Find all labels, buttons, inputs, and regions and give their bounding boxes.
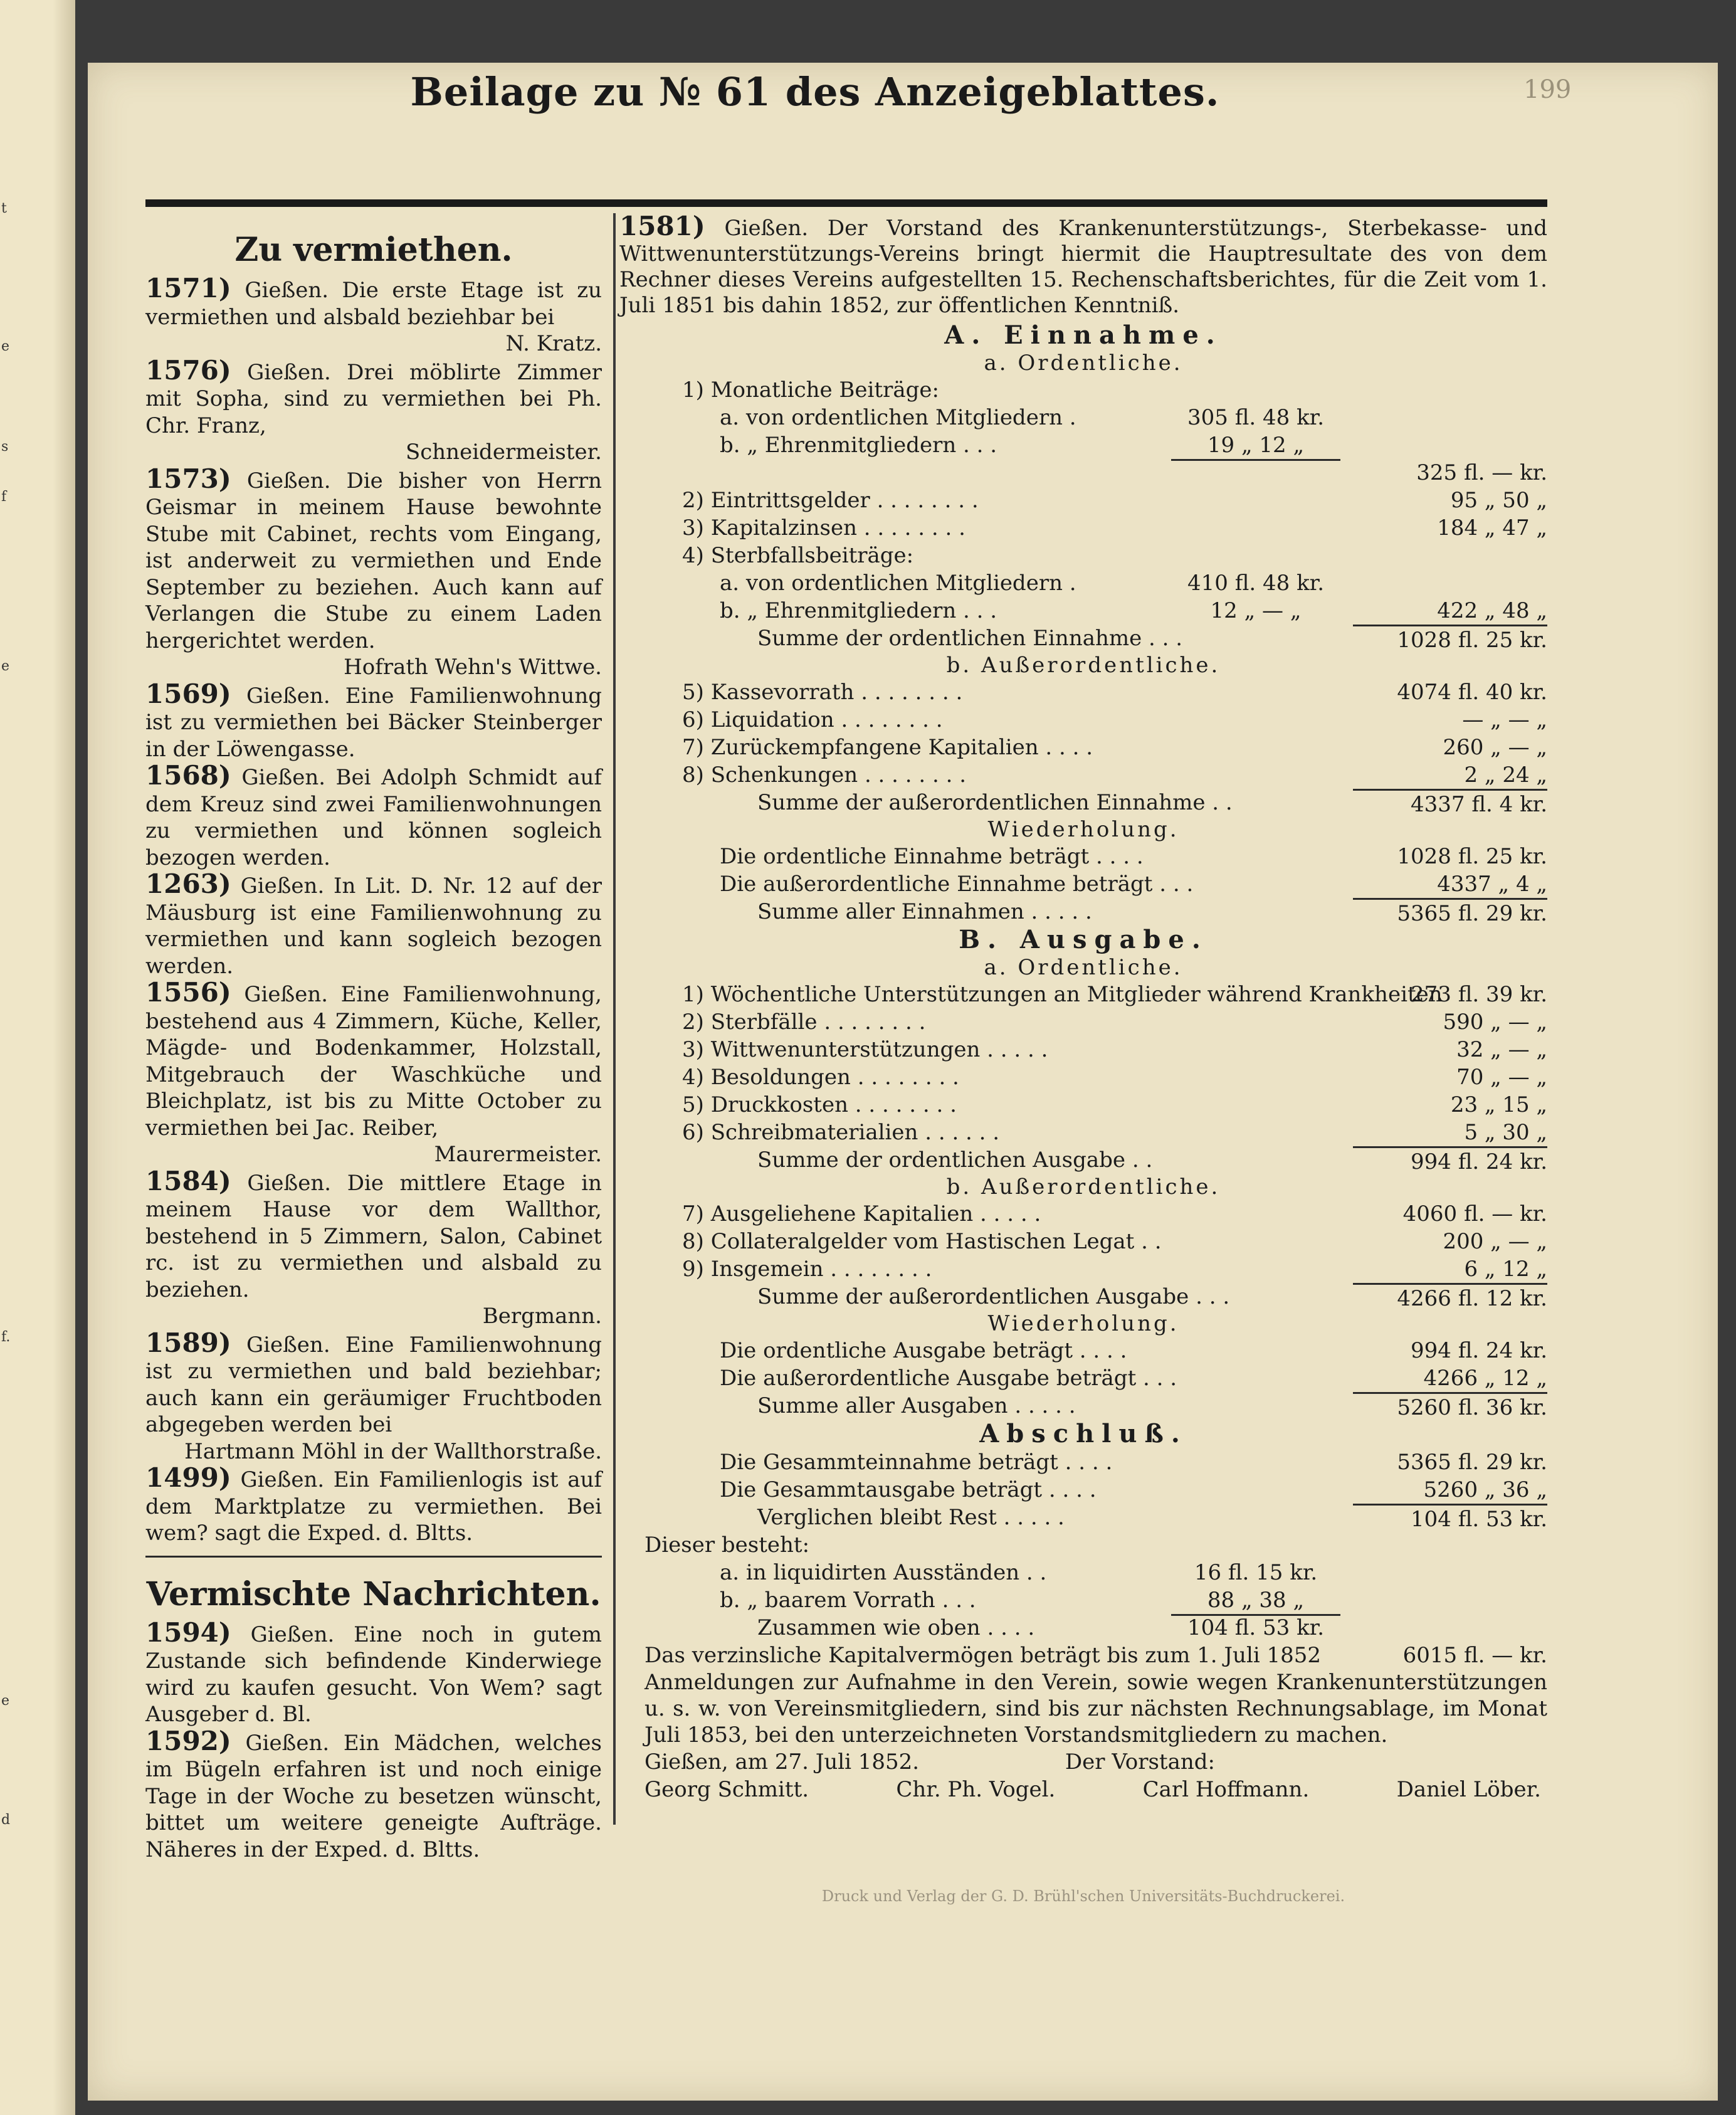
account-row [619, 789, 1547, 816]
einnahme-ordentliche-rows [619, 376, 1547, 652]
wiederholung-ausgabe-rows [619, 1337, 1547, 1420]
ad-text: Gießen. Eine noch in gutem Zustande sich befindende Kinderwiege wird zu kaufen gesucht. Von Wem? sagt Ausgeber d. Bl. [145, 1622, 602, 1727]
subtotal-amount: 410 fl. 48 kr. [1187, 571, 1324, 596]
ad-text: Gießen. Drei möblirte Zimmer mit Sopha, sind zu vermiethen bei Ph. Chr. Franz, [145, 359, 602, 438]
account-label: 8) Collateralgelder vom Hastischen Legat . . [682, 1229, 1162, 1254]
ad-text: Gießen. Eine Familienwohnung ist zu vermiethen und bald beziehbar; auch kann ein geräumiger Fruchtboden abgegeben werden bei [145, 1332, 602, 1437]
account-label: 5) Kassevorrath . . . . . . . . [682, 680, 963, 705]
account-label: 6) Schreibmaterialien . . . . . . [682, 1120, 1000, 1145]
ausgabe-ausserordentliche-rows [619, 1200, 1547, 1311]
account-row [619, 431, 1547, 459]
account-label: a. in liquidirten Ausständen . . [720, 1560, 1047, 1585]
spine-fragment: e [1, 658, 10, 674]
account-row [619, 569, 1547, 597]
ad-text: Gießen. Eine Familienwohnung ist zu vermiethen bei Bäcker Steinberger in der Löwengasse. [145, 683, 602, 762]
account-row [619, 678, 1547, 706]
signature: Daniel Löber. [1396, 1777, 1541, 1802]
account-row [619, 761, 1547, 789]
ausgabe-ausserordentliche-heading: b. Außerordentliche. [946, 1174, 1221, 1200]
total-amount: 260 „ — „ [1443, 735, 1547, 760]
account-row [619, 706, 1547, 734]
account-label: Das verzinsliche Kapitalvermögen beträgt bis zum 1. Juli 1852 [644, 1643, 1322, 1668]
account-label: 1) Monatliche Beiträge: [682, 377, 939, 403]
ad-signature: Maurermeister. [434, 1142, 602, 1167]
account-label: Die außerordentliche Einnahme beträgt . . . [720, 872, 1194, 897]
account-label: b. „ Ehrenmitgliedern . . . [720, 433, 997, 458]
spine-fragment: e [1, 339, 10, 354]
account-row [619, 1364, 1547, 1392]
account-label: Zusammen wie oben . . . . [757, 1615, 1035, 1640]
total-amount: 32 „ — „ [1456, 1037, 1547, 1062]
account-row [619, 1063, 1547, 1091]
facing-page-spine [0, 0, 75, 2115]
spine-fragment: f. [1, 1329, 11, 1345]
total-amount: 590 „ — „ [1443, 1010, 1547, 1035]
total-amount: 5365 fl. 29 kr. [1353, 898, 1547, 927]
ad-text: Gießen. Eine Familienwohnung, bestehend aus 4 Zimmern, Küche, Keller, Mägde- und Bodenkammer, Holzstall, Mitgebrauch der Waschküche und Bleichplatz, ist bis zu Mitte October zu vermiethen bei Jac. Reiber, [145, 982, 602, 1141]
total-amount: 1028 fl. 25 kr. [1397, 844, 1547, 869]
ad-number: 1594) [145, 1617, 231, 1648]
account-label: 4) Sterbfallsbeiträge: [682, 543, 914, 568]
total-amount: 70 „ — „ [1456, 1065, 1547, 1090]
total-amount: 5365 fl. 29 kr. [1397, 1450, 1547, 1475]
einnahme-ausserordentliche-heading: b. Außerordentliche. [946, 653, 1221, 678]
total-amount: 184 „ 47 „ [1437, 515, 1547, 541]
ad-number: 1581) [619, 211, 705, 241]
account-label: 2) Sterbfälle . . . . . . . . [682, 1010, 926, 1035]
account-row [619, 1036, 1547, 1063]
ad-text: Gießen. Die mittlere Etage in meinem Hause vor dem Wallthor, bestehend in 5 Zimmern, Salon, Cabinet rc. ist zu vermiethen und alsbald zu beziehen. [145, 1170, 602, 1302]
account-row [619, 1200, 1547, 1228]
account-row [619, 898, 1547, 926]
account-row [619, 1504, 1547, 1531]
account-label: 4) Besoldungen . . . . . . . . [682, 1065, 959, 1090]
account-row [619, 487, 1547, 514]
ad-text: Gießen. Bei Adolph Schmidt auf dem Kreuz sind zwei Familienwohnungen zu vermiethen und können sogleich bezogen werden. [145, 765, 602, 870]
ad-signature: Hofrath Wehn's Wittwe. [344, 655, 602, 680]
account-row [619, 1255, 1547, 1283]
account-label: 7) Zurückempfangene Kapitalien . . . . [682, 735, 1093, 760]
total-amount: 994 fl. 24 kr. [1353, 1146, 1547, 1176]
ausgabe-ordentliche-rows [619, 981, 1547, 1174]
column-divider [613, 213, 616, 1825]
total-amount: 200 „ — „ [1443, 1229, 1547, 1254]
account-label: Die außerordentliche Ausgabe beträgt . . . [720, 1366, 1177, 1391]
classified-ad [145, 463, 602, 681]
classified-ad [145, 1165, 602, 1330]
subtotal-amount: 104 fl. 53 kr. [1187, 1615, 1324, 1640]
total-amount: 2 „ 24 „ [1464, 762, 1547, 788]
total-amount: 5260 „ 36 „ [1423, 1477, 1547, 1502]
einnahme-ordentliche-heading: a. Ordentliche. [984, 351, 1183, 376]
closing-notice: Anmeldungen zur Aufnahme in den Verein, sowie wegen Krankenunterstützungen u. s. w. von Vereinsmitgliedern, sind bis zur nächsten Rechnungsablage, im Monat Juli 1853, bei den unterzeichneten Vorstandsmitgliedern zu machen. [644, 1670, 1547, 1748]
wiederholung-ausgabe-heading: Wiederholung. [987, 1311, 1179, 1336]
printer-imprint: Druck und Verlag der G. D. Brühl'schen Universitäts-Buchdruckerei. [821, 1887, 1345, 1905]
account-row [619, 459, 1547, 487]
total-amount: 5 „ 30 „ [1464, 1120, 1547, 1145]
account-row [619, 1614, 1547, 1642]
total-amount: 95 „ 50 „ [1450, 488, 1547, 513]
total-amount: 4266 fl. 12 kr. [1353, 1283, 1547, 1312]
ad-number: 1573) [145, 463, 231, 494]
account-row [619, 1642, 1547, 1669]
report-intro [619, 213, 1547, 319]
vorstand-label: Der Vorstand: [1065, 1749, 1215, 1775]
ad-number: 1263) [145, 868, 231, 899]
account-row [619, 376, 1547, 404]
subtotal-amount: 305 fl. 48 kr. [1187, 405, 1324, 430]
ad-signature: Bergmann. [482, 1304, 602, 1329]
account-row [619, 870, 1547, 898]
ad-text: Gießen. In Lit. D. Nr. 12 auf der Mäusburg ist eine Familienwohnung zu vermiethen und kann sogleich bezogen werden. [145, 873, 602, 979]
account-row [619, 1119, 1547, 1146]
ausgabe-heading: B. Ausgabe. [959, 925, 1208, 954]
account-row [619, 1337, 1547, 1364]
spine-fragment: e [1, 1693, 10, 1709]
einnahme-heading: A. Einnahme. [944, 320, 1223, 350]
ad-signature: Hartmann Möhl in der Wallthorstraße. [184, 1438, 602, 1464]
right-column [619, 213, 1547, 1803]
ad-text: Gießen. Ein Mädchen, welches im Bügeln erfahren ist und noch einige Tage in der Woche zu besetzen wünscht, bittet um weitere geneigte Aufträge. Näheres in der Exped. d. Bltts. [145, 1730, 602, 1862]
account-label: 6) Liquidation . . . . . . . . [682, 707, 943, 732]
account-label: 9) Insgemein . . . . . . . . [682, 1257, 932, 1282]
signature: Carl Hoffmann. [1142, 1777, 1310, 1802]
ad-number: 1584) [145, 1165, 231, 1196]
account-row [619, 1531, 1547, 1559]
classified-ad [145, 868, 602, 979]
account-row [619, 1448, 1547, 1476]
account-row [619, 1476, 1547, 1504]
ad-text: Gießen. Die bisher von Herrn Geismar in meinem Hause bewohnte Stube mit Cabinet, rechts vom Eingang, ist anderweit zu vermiethen und Ende September zu beziehen. Auch kann auf Verlangen die Stube zu einem Laden hergerichtet werden. [145, 468, 602, 653]
classified-ad [145, 1725, 602, 1864]
account-label: 8) Schenkungen . . . . . . . . [682, 762, 967, 788]
account-label: Summe aller Einnahmen . . . . . [757, 899, 1092, 924]
account-label: Summe der außerordentlichen Einnahme . . [757, 790, 1233, 815]
total-amount: 4266 „ 12 „ [1423, 1366, 1547, 1391]
subtotal-amount: 12 „ — „ [1210, 598, 1302, 623]
rental-ads-list [145, 275, 602, 1547]
total-amount: 5260 fl. 36 kr. [1353, 1392, 1547, 1421]
ad-text: Gießen. Die erste Etage ist zu vermiethen und alsbald beziehbar bei [145, 278, 602, 330]
total-amount: 4337 „ 4 „ [1437, 872, 1547, 897]
ad-number: 1556) [145, 977, 231, 1008]
date-text: Gießen, am 27. Juli 1852. [644, 1749, 920, 1775]
classified-ad [145, 762, 602, 871]
account-row [619, 542, 1547, 569]
account-label: 1) Wöchentliche Unterstützungen an Mitglieder während Krankheiten [682, 982, 1443, 1007]
account-label: 3) Wittwenunterstützungen . . . . . [682, 1037, 1048, 1062]
account-label: Verglichen bleibt Rest . . . . . [757, 1505, 1065, 1530]
spine-fragment: d [1, 1812, 11, 1828]
ad-number: 1589) [145, 1327, 231, 1358]
account-row [619, 1392, 1547, 1420]
total-amount: 4337 fl. 4 kr. [1353, 789, 1547, 818]
total-amount: 4060 fl. — kr. [1402, 1201, 1547, 1226]
account-label: a. von ordentlichen Mitgliedern . [720, 405, 1076, 430]
account-row [619, 625, 1547, 652]
account-row [619, 404, 1547, 431]
classified-ad [145, 979, 602, 1168]
account-row [619, 1586, 1547, 1614]
abschluss-rows [619, 1448, 1547, 1669]
account-row [619, 514, 1547, 542]
total-amount: 6 „ 12 „ [1464, 1257, 1547, 1282]
account-label: Dieser besteht: [644, 1532, 810, 1558]
signature: Chr. Ph. Vogel. [896, 1777, 1056, 1802]
ad-number: 1576) [145, 354, 231, 386]
account-row [619, 1008, 1547, 1036]
total-amount: — „ — „ [1462, 707, 1547, 732]
date-line [619, 1748, 1547, 1776]
section-divider [145, 1556, 602, 1558]
misc-ads-list [145, 1617, 602, 1864]
subtotal-amount: 16 fl. 15 kr. [1194, 1560, 1318, 1585]
ad-number: 1568) [145, 760, 231, 791]
account-row [619, 1146, 1547, 1174]
account-row [619, 1091, 1547, 1119]
total-amount: 4074 fl. 40 kr. [1397, 680, 1547, 705]
ad-number: 1569) [145, 678, 231, 709]
section-title-zu-vermiethen: Zu vermiethen. [234, 231, 513, 269]
account-row [619, 843, 1547, 870]
subtotal-amount: 19 „ 12 „ [1171, 431, 1340, 461]
total-amount: 23 „ 15 „ [1450, 1092, 1547, 1117]
classified-ad [145, 1327, 602, 1465]
wiederholung-einnahme-rows [619, 843, 1547, 926]
classified-ad [145, 275, 602, 357]
account-label: 3) Kapitalzinsen . . . . . . . . [682, 515, 965, 541]
total-amount: 422 „ 48 „ [1437, 598, 1547, 623]
signatures-line [619, 1776, 1547, 1803]
account-row [619, 734, 1547, 761]
account-label: Summe der ordentlichen Ausgabe . . [757, 1147, 1153, 1173]
account-label: a. von ordentlichen Mitgliedern . [720, 571, 1076, 596]
account-label: Die ordentliche Einnahme beträgt . . . . [720, 844, 1144, 869]
spine-fragment: f [1, 489, 7, 505]
ad-signature: Schneidermeister. [405, 440, 602, 465]
ad-signature: N. Kratz. [505, 331, 602, 356]
running-header-title: Beilage zu № 61 des Anzeigeblattes. [410, 69, 1220, 115]
section-title-vermischte-nachrichten: Vermischte Nachrichten. [146, 1574, 601, 1613]
total-amount: 325 fl. — kr. [1416, 460, 1547, 485]
account-label: 7) Ausgeliehene Kapitalien . . . . . [682, 1201, 1041, 1226]
ausgabe-ordentliche-heading: a. Ordentliche. [984, 955, 1183, 980]
total-amount: 994 fl. 24 kr. [1411, 1338, 1547, 1363]
ad-number: 1499) [145, 1462, 231, 1493]
ad-number: 1571) [145, 273, 231, 303]
account-label: b. „ Ehrenmitgliedern . . . [720, 598, 997, 623]
subtotal-amount: 88 „ 38 „ [1171, 1586, 1340, 1616]
classified-ad [145, 354, 602, 466]
page-number: 199 [1523, 75, 1572, 104]
classified-ad [145, 1462, 602, 1547]
account-label: Die Gesammtausgabe beträgt . . . . [720, 1477, 1097, 1502]
account-label: Die ordentliche Ausgabe beträgt . . . . [720, 1338, 1127, 1363]
account-label: 5) Druckkosten . . . . . . . . [682, 1092, 957, 1117]
total-amount: 273 fl. 39 kr. [1411, 982, 1547, 1007]
account-row [619, 597, 1547, 625]
ad-number: 1592) [145, 1725, 231, 1756]
left-column [145, 213, 602, 1862]
account-label: Die Gesammteinnahme beträgt . . . . [720, 1450, 1113, 1475]
account-label: 2) Eintrittsgelder . . . . . . . . [682, 488, 979, 513]
account-row [619, 1559, 1547, 1586]
classified-ad [145, 1617, 602, 1728]
abschluss-heading: Abschluß. [979, 1419, 1187, 1448]
signature: Georg Schmitt. [644, 1777, 809, 1802]
account-label: Summe aller Ausgaben . . . . . [757, 1393, 1076, 1418]
spine-fragment: t [1, 201, 7, 216]
account-label: Summe der außerordentlichen Ausgabe . . . [757, 1284, 1230, 1309]
account-row [619, 1283, 1547, 1311]
classified-ad [145, 678, 602, 763]
total-amount: 104 fl. 53 kr. [1353, 1504, 1547, 1533]
spine-fragment: s [1, 439, 9, 455]
wiederholung-einnahme-heading: Wiederholung. [987, 817, 1179, 842]
total-amount: 6015 fl. — kr. [1402, 1643, 1547, 1668]
ad-text: Gießen. Ein Familienlogis ist auf dem Marktplatze zu vermiethen. Bei wem? sagt die Exped. d. Bltts. [145, 1467, 602, 1546]
report-intro-text: Gießen. Der Vorstand des Krankenunterstützungs-, Sterbekasse- und Wittwenunterstützungs-Vereins bringt hiermit die Hauptresultate des von dem Rechner dieses Vereins aufgestellten 15. Rechenschaftsberichtes, für die Zeit vom 1. Juli 1851 bis dahin 1852, zur öffentlichen Kenntniß. [619, 216, 1547, 318]
account-label: b. „ baarem Vorrath . . . [720, 1588, 976, 1613]
header-rule [145, 199, 1547, 207]
einnahme-ausserordentliche-rows [619, 678, 1547, 816]
total-amount: 1028 fl. 25 kr. [1353, 625, 1547, 654]
account-row [619, 981, 1547, 1008]
account-row [619, 1228, 1547, 1255]
account-label: Summe der ordentlichen Einnahme . . . [757, 626, 1183, 651]
